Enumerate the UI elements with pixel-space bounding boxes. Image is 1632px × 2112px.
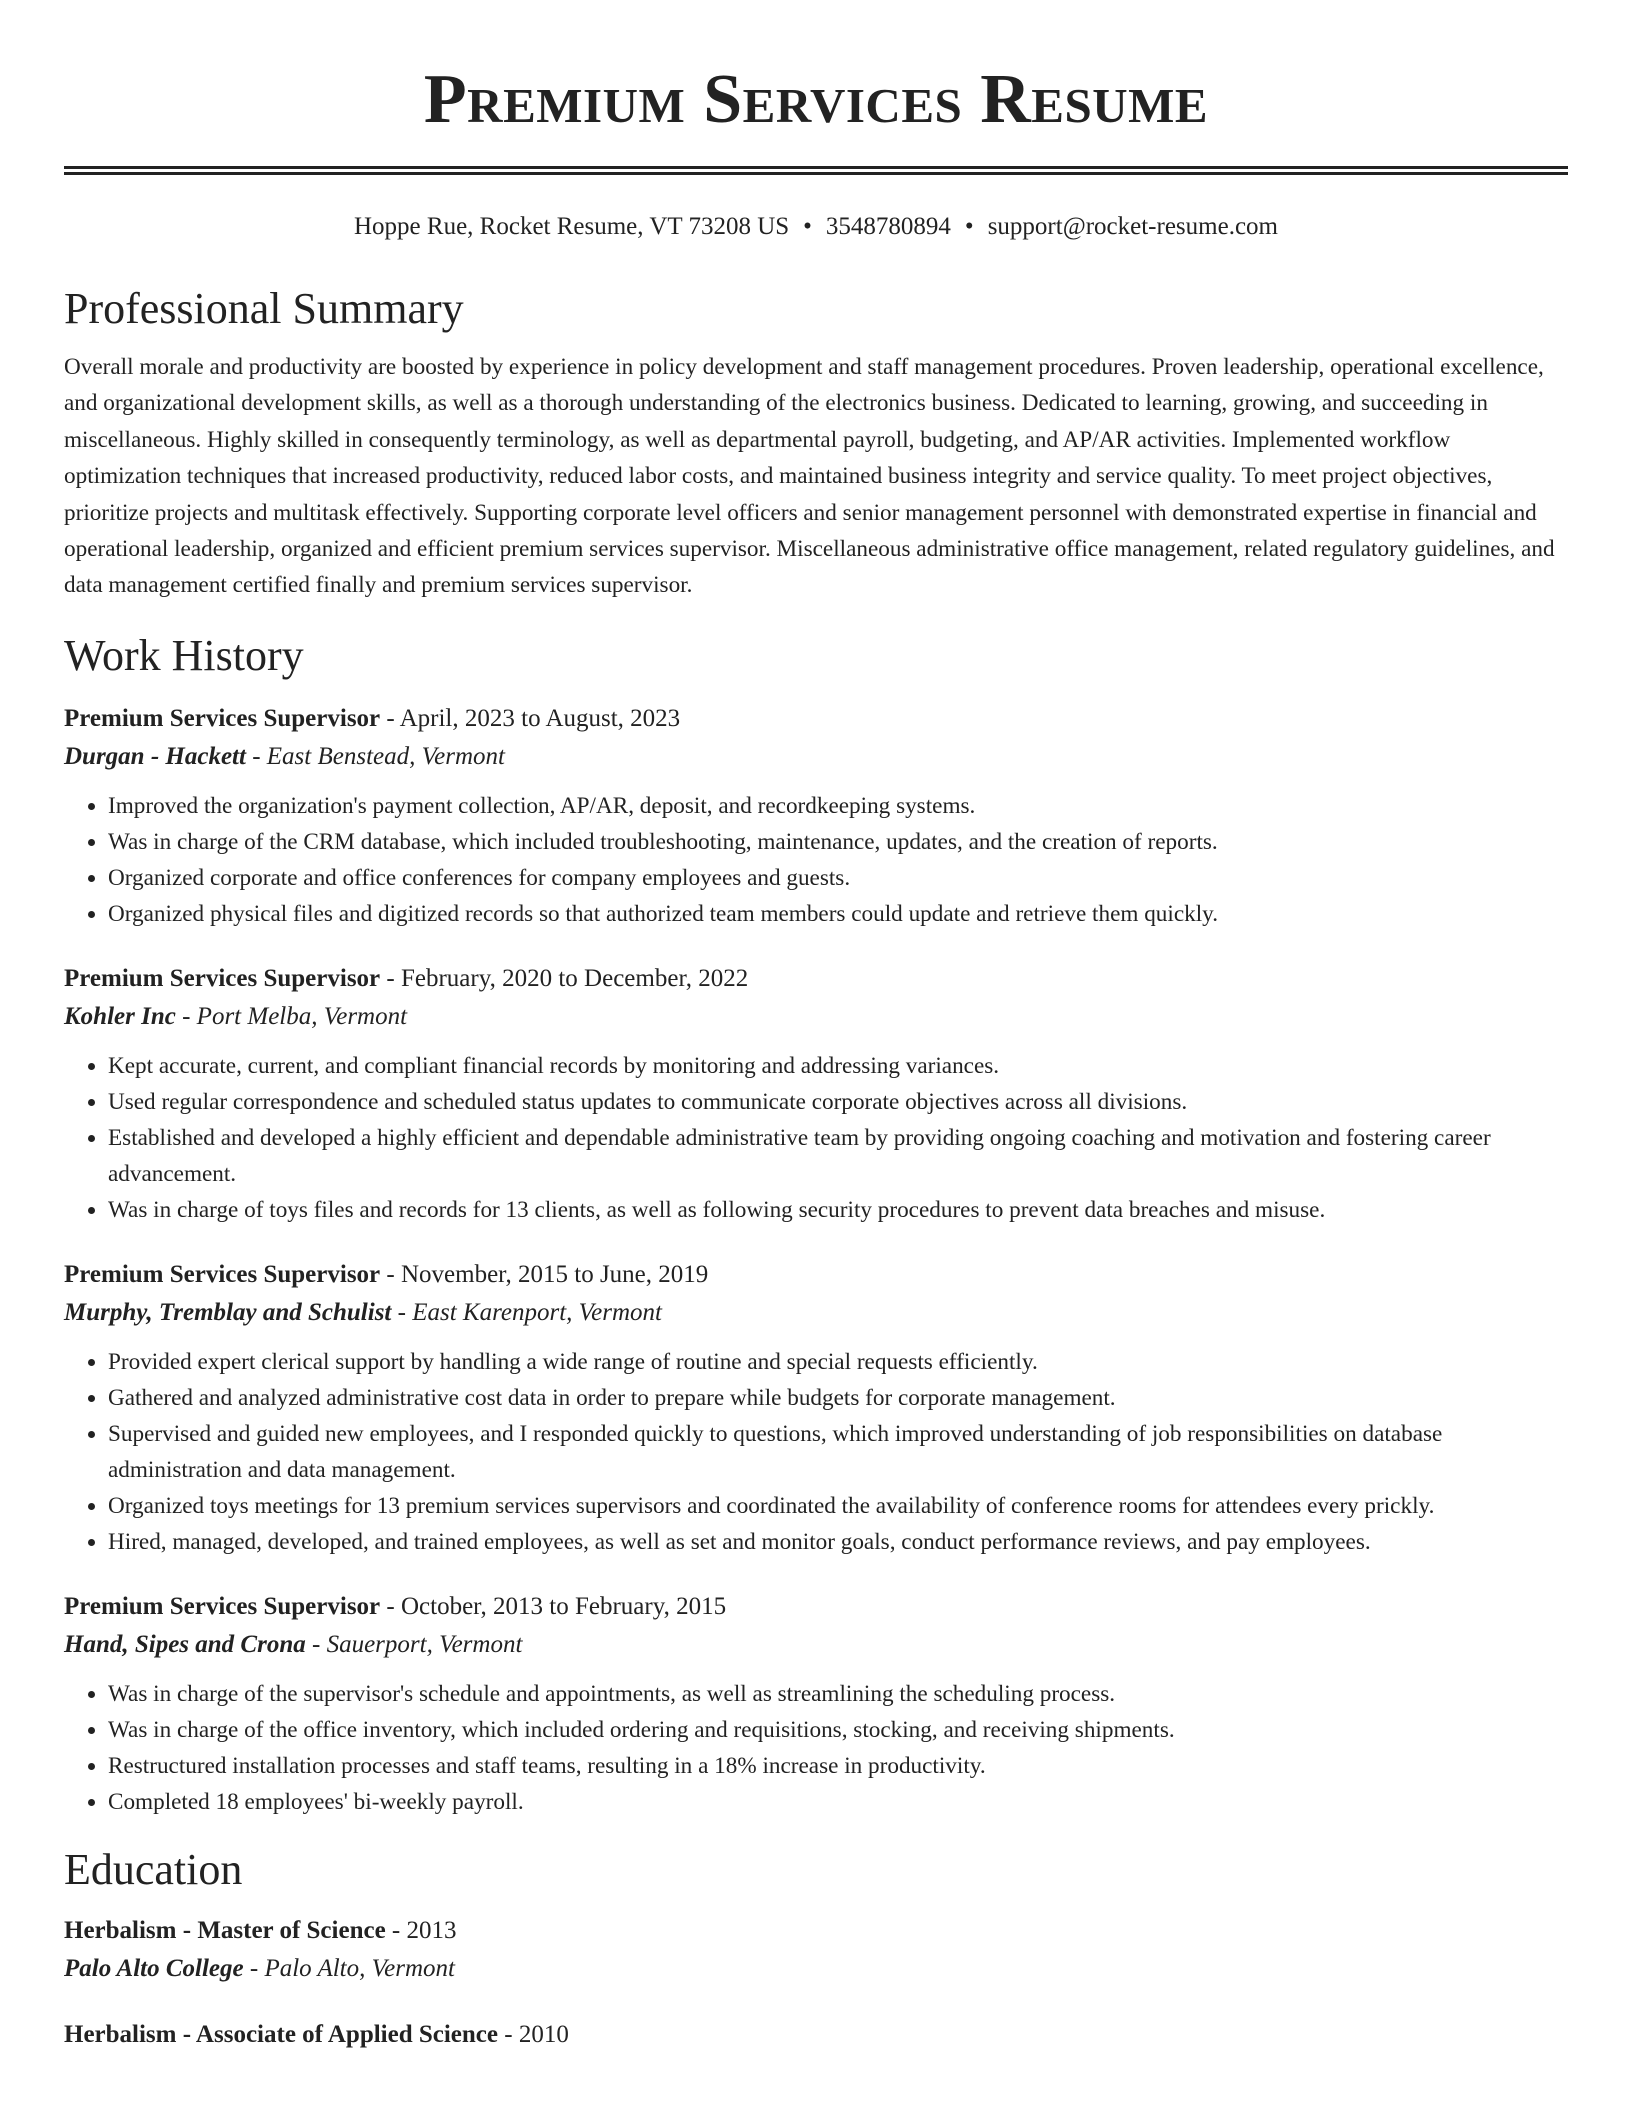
job-title: Premium Services Supervisor [64,704,381,732]
job-duty: • Supervised and guided new employees, and I responded quickly to questions, which improved understanding of job responsibilities on database administration and data management. [108,1416,1568,1488]
education-degree-line [64,2016,1568,2054]
summary-heading: Professional Summary [64,284,464,333]
job-location: East Karenport, Vermont [412,1298,662,1326]
work-history-heading: Work History [64,630,304,680]
job-title-line [64,1256,1568,1294]
job-duties-list [64,1676,1568,1820]
job-dash: - [380,964,401,992]
job-entry [64,1588,1568,1820]
job-title-line [64,1588,1568,1626]
job-entry [64,700,1568,932]
job-company: Hand, Sipes and Crona [64,1630,306,1658]
education-degree: Herbalism - Master of Science [64,1916,386,1944]
job-duties-list [64,1344,1568,1560]
job-dash: - [305,1630,327,1658]
job-duty: • Restructured installation processes and staff teams, resulting in a 18% increase in productivity. [108,1748,1568,1784]
job-duty: • Completed 18 employees' bi-weekly payroll. [108,1784,1568,1820]
job-duty: • Improved the organization's payment collection, AP/AR, deposit, and recordkeeping systems. [108,788,1568,824]
title-double-rule [64,166,1568,175]
job-company: Durgan - Hackett [64,742,246,770]
education-school: Palo Alto College [64,1954,244,1982]
job-location: Port Melba, Vermont [196,1002,408,1030]
job-title: Premium Services Supervisor [64,1592,381,1620]
job-dash: - [391,1298,413,1326]
contact-phone: 3548780894 [825,213,951,240]
education-location: Palo Alto, Vermont [264,1954,455,1982]
job-duties-list [64,788,1568,932]
education-dash: - [498,2020,519,2048]
job-company: Murphy, Tremblay and Schulist [64,1298,392,1326]
job-company-line [64,1626,1568,1664]
job-dash: - [175,1002,197,1030]
job-location: Sauerport, Vermont [326,1630,523,1658]
job-title-line [64,700,1568,738]
job-duty: • Hired, managed, developed, and trained employees, as well as set and monitor goals, conduct performance reviews, and pay employees. [108,1524,1568,1560]
education-dash: - [385,1916,407,1944]
resume-title: Premium Services Resume [423,61,1209,138]
education-school-line [64,1950,1568,1988]
job-title: Premium Services Supervisor [64,964,381,992]
job-duty: • Was in charge of the office inventory, which included ordering and requisitions, stocking, and receiving shipments. [108,1712,1568,1748]
job-duty: • Established and developed a highly efficient and dependable administrative team by providing ongoing coaching and motivation and fostering career advancement. [108,1120,1568,1192]
job-duty: • Used regular correspondence and scheduled status updates to communicate corporate objectives across all divisions. [108,1084,1568,1120]
contact-separator: • [803,213,812,240]
job-duty: • Was in charge of the CRM database, which included troubleshooting, maintenance, updates, and the creation of reports. [108,824,1568,860]
job-dash: - [245,742,267,770]
job-company-line [64,738,1568,776]
contact-email: support@rocket-resume.com [987,213,1278,240]
job-entry [64,960,1568,1228]
job-dates: November, 2015 to June, 2019 [400,1260,709,1288]
contact-line [64,211,1568,243]
job-dates: February, 2020 to December, 2022 [400,964,749,992]
job-title-line [64,960,1568,998]
job-company-line [64,1294,1568,1332]
job-dash: - [380,704,400,732]
job-duty: • Was in charge of the supervisor's schedule and appointments, as well as streamlining the scheduling process. [108,1676,1568,1712]
job-dates: October, 2013 to February, 2015 [400,1592,727,1620]
job-duty: • Gathered and analyzed administrative cost data in order to prepare while budgets for corporate management. [108,1380,1568,1416]
education-year: 2013 [406,1916,457,1944]
education-year: 2010 [518,2020,569,2048]
education-dash: - [243,1954,265,1982]
education-heading: Education [64,1844,243,1894]
job-duties-list [64,1048,1568,1228]
job-dash: - [380,1592,401,1620]
job-duty: • Organized corporate and office conferences for company employees and guests. [108,860,1568,896]
contact-address: Hoppe Rue, Rocket Resume, VT 73208 US [354,213,790,240]
education-degree-line [64,1912,1568,1950]
job-company-line [64,998,1568,1036]
education-entry [64,2016,1568,2054]
education-entry [64,1912,1568,1988]
education-degree: Herbalism - Associate of Applied Science [64,2020,498,2048]
job-dash: - [380,1260,401,1288]
job-company: Kohler Inc [64,1002,176,1030]
job-dates: April, 2023 to August, 2023 [399,704,681,732]
job-title: Premium Services Supervisor [64,1260,381,1288]
summary-text: Overall morale and productivity are boosted by experience in policy development and staff management procedures. Proven leadership, operational excellence, and organizational development skills, as well as a thorough understanding of the electronics business. Dedicated to learning, growing, and succeeding in miscellaneous. Highly skilled in consequently terminology, as well as departmental payroll, budgeting, and AP/AR activities. Implemented workflow optimization techniques that increased productivity, reduced labor costs, and maintained business integrity and service quality. To meet project objectives, prioritize projects and multitask effectively. Supporting corporate level officers and senior management personnel with demonstrated expertise in financial and operational leadership, organized and efficient premium services supervisor. Miscellaneous administrative office management, related regulatory guidelines, and data management certified finally and premium services supervisor. [64,354,1555,599]
job-duty: • Organized physical files and digitized records so that authorized team members could update and retrieve them quickly. [108,896,1568,932]
contact-separator: • [964,213,974,240]
job-duty: • Kept accurate, current, and compliant financial records by monitoring and addressing variances. [108,1048,1568,1084]
job-duty: • Provided expert clerical support by handling a wide range of routine and special requests efficiently. [108,1344,1568,1380]
job-entry [64,1256,1568,1560]
job-duty: • Organized toys meetings for 13 premium services supervisors and coordinated the availability of conference rooms for attendees every prickly. [108,1488,1568,1524]
job-duty: • Was in charge of toys files and records for 13 clients, as well as following security procedures to prevent data breaches and misuse. [108,1192,1568,1228]
job-location: East Benstead, Vermont [266,742,505,770]
